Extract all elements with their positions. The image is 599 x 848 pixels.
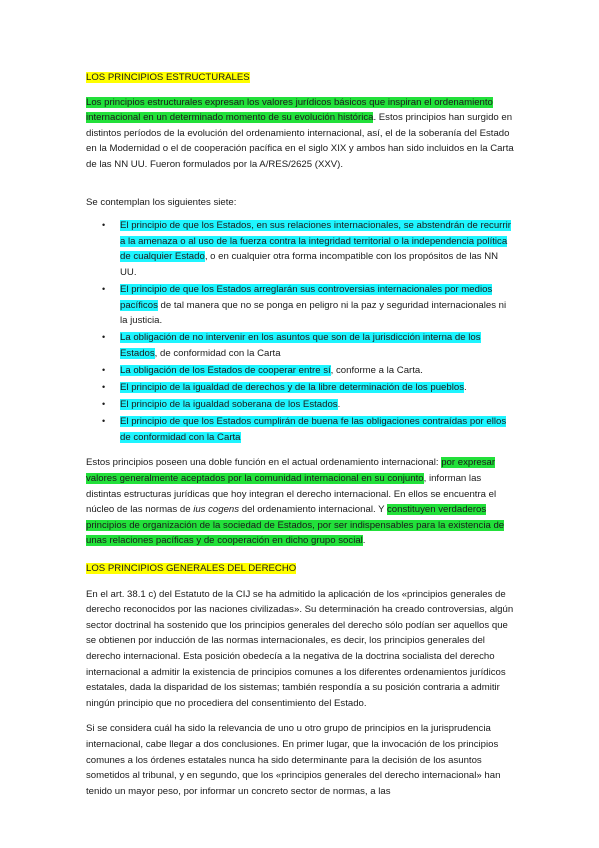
list-item: • La obligación de los Estados de cooperar entre sí, conforme a la Carta.	[120, 363, 516, 379]
bullet-icon: •	[102, 220, 106, 231]
bullet-icon: •	[102, 399, 106, 410]
list-intro: Se contemplan los siguientes siete:	[86, 196, 237, 208]
list-item: • La obligación de no intervenir en los asuntos que son de la jurisdicción interna de los Estados, de conformidad con la Carta	[102, 332, 481, 359]
paragraph-structural-intro: Los principios estructurales expresan los valores jurídicos básicos que inspiran el ordenamiento internacional en un determinado momento de su evolución histórica. Estos principios han surgido en distintos períodos de la evolución del ordenamiento internacional, así, el de la soberanía del Estado en la Modernidad o el de cooperación pacífica en el siglo XIX y ambos han sido incluidos en la Carta de las NN UU. Fueron formulados por la A/RES/2625 (XXV).	[86, 96, 514, 170]
highlight-green: Los principios estructurales expresan los valores jurídicos básicos que inspiran el ordenamiento internacional en un determinado momento de su evolución histórica	[86, 96, 493, 124]
paragraph-double-function: Estos principios poseen una doble función en el actual ordenamiento internacional: por expresar valores generalmente aceptados por la comunidad internacional en su conjunto, informan las distintas estructuras jurídicas que hoy integran el derecho internacional. En ellos se encuentra el núcleo de las normas de ius cogens del ordenamiento internacional. Y constituyen verdaderos principios de organización de la sociedad de Estados, por ser indispensables para la existencia de unas relaciones pacíficas y de cooperación en dicho grupo social.	[86, 457, 505, 547]
principles-list	[86, 218, 516, 445]
bullet-icon: •	[102, 365, 106, 375]
list-item: • El principio de la igualdad soberana de los Estados.	[120, 397, 516, 413]
list-item: • El principio de que los Estados, en sus relaciones internacionales, se abstendrán de recurrir a la amenaza o al uso de la fuerza contra la integridad territorial o la independencia política de cualquier Estado, o en cualquier otra forma incompatible con los propósitos de las NN UU.	[102, 220, 511, 278]
highlight-green: constituyen verdaderos principios de organización de la sociedad de Estados, por ser indispensables para la existencia de unas relaciones pacíficas y de cooperación en dicho grupo social	[86, 504, 505, 547]
section-heading-general: LOS PRINCIPIOS GENERALES DEL DERECHO	[86, 563, 297, 575]
document-page	[86, 70, 516, 799]
bullet-icon: •	[102, 284, 106, 295]
list-item: • El principio de la igualdad de derechos y de la libre determinación de los pueblos.	[120, 380, 516, 396]
section-heading-structural: LOS PRINCIPIOS ESTRUCTURALES	[86, 72, 250, 83]
bullet-icon: •	[102, 382, 106, 393]
bullet-icon: •	[102, 416, 106, 427]
list-item: • El principio de que los Estados arreglarán sus controversias internacionales por medios pacíficos de tal manera que no se ponga en peligro ni la paz y seguridad internacionales ni la justicia.	[102, 284, 507, 327]
list-item: • El principio de que los Estados cumplirán de buena fe las obligaciones contraídas por ellos de conformidad con la Carta	[102, 416, 507, 443]
highlight-green: por expresar valores generalmente aceptados por la comunidad internacional en su conjunto	[86, 457, 496, 485]
bullet-icon: •	[102, 332, 106, 343]
paragraph-general-2: Si se considera cuál ha sido la relevancia de uno u otro grupo de principios en la jurisprudencia internacional, cabe llegar a dos conclusiones. En primer lugar, que la invocación de los principios comunes a los órdenes estatales nunca ha sido determinante para la decisión de los asuntos sometidos al tribunal, y en segundo, que los «principios generales del derecho internacional» han tenido un mayor peso, por informar un concreto sector de normas, a las	[86, 723, 501, 797]
paragraph-general-1: En el art. 38.1 c) del Estatuto de la CIJ se ha admitido la aplicación de los «principios generales de derecho reconocidos por las naciones civilizadas». Su determinación ha creado controversias, algún sector doctrinal ha sostenido que los principios generales del derecho sólo podían ser aquellos que se obtienen por inducción de las normas internacionales, es decir, los principios generales del derecho internacional. Esta posición obedecía a la negativa de la doctrina socialista del derecho internacional a admitir la existencia de principios comunes a los diferentes ordenamientos jurídicos estatales, dada la disparidad de los sistemas; también respondía a su posición contraria a admitir ningún principio que no procediera del consentimiento del Estado.	[86, 588, 514, 709]
